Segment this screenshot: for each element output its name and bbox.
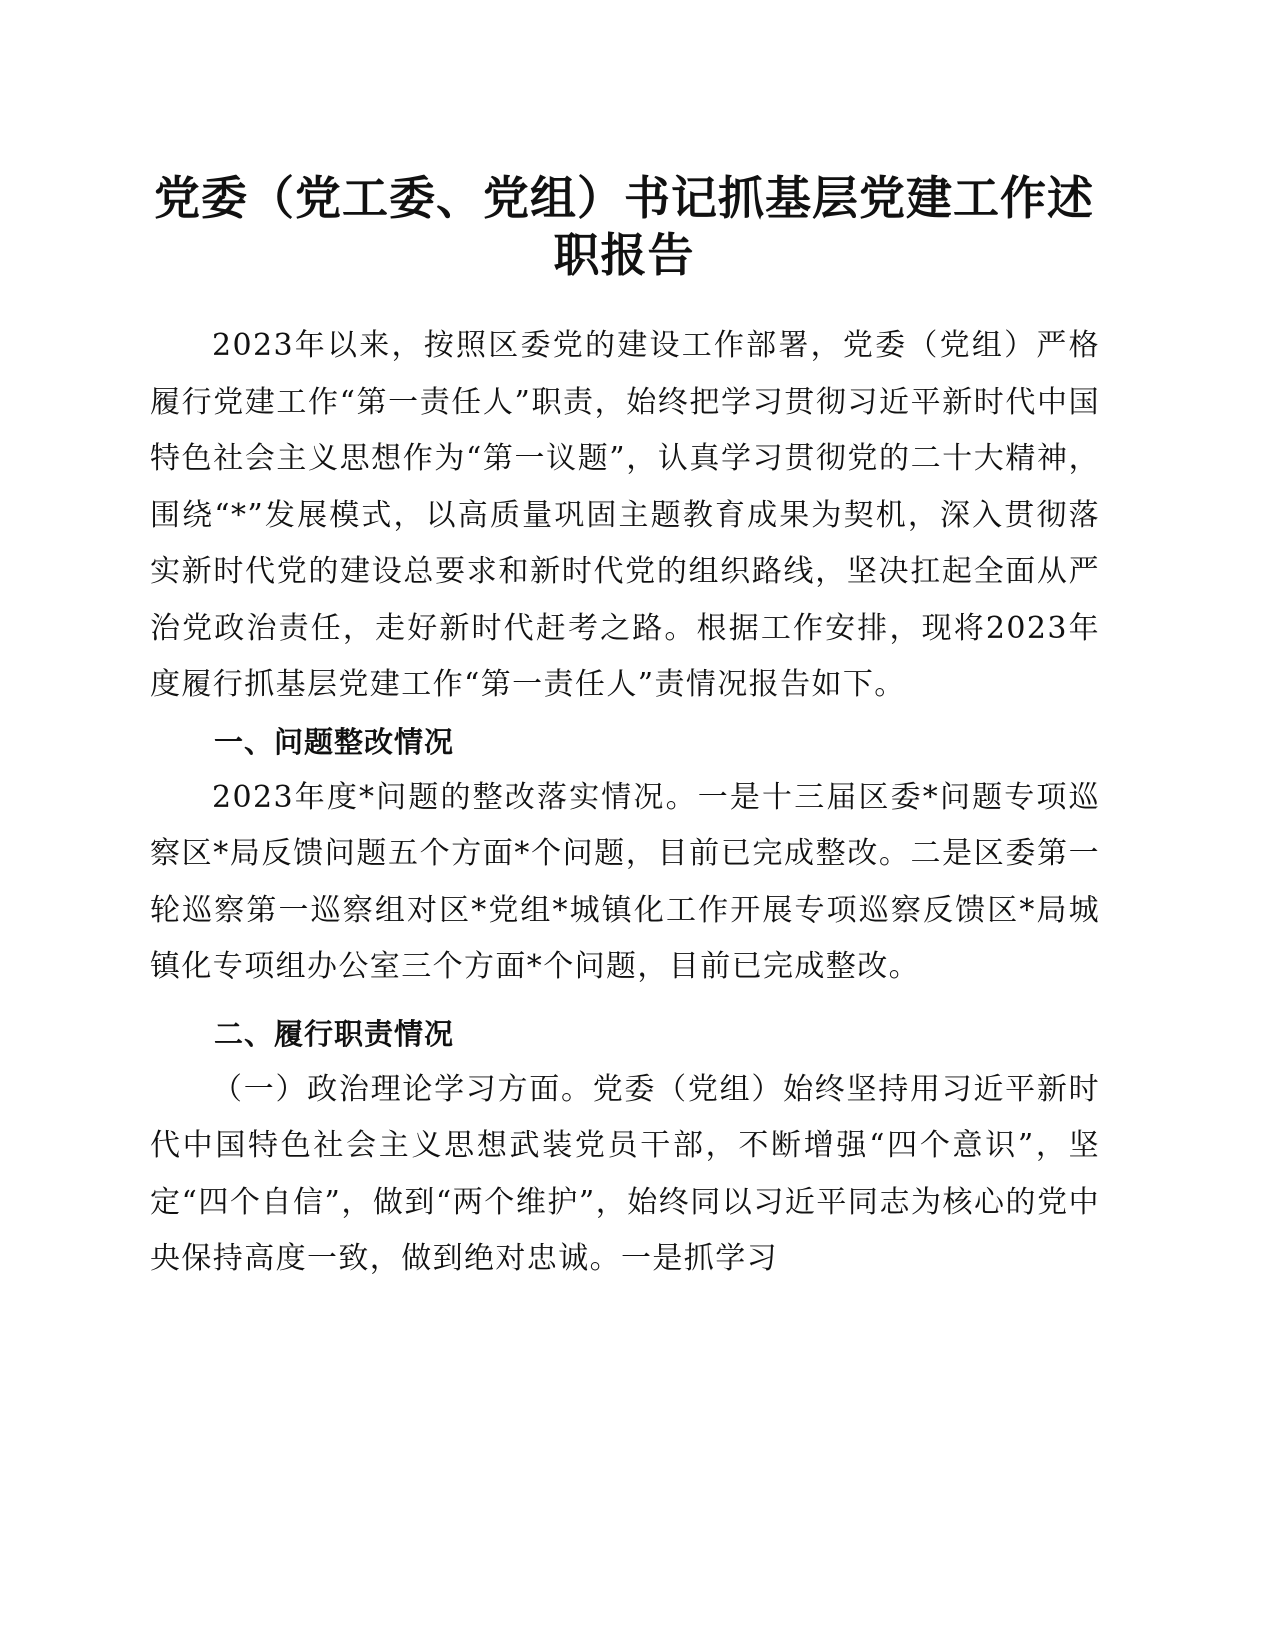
section-1-heading: 一、问题整改情况 bbox=[214, 724, 455, 759]
section-1-paragraph: 2023年度*问题的整改落实情况。一是十三届区委*问题专项巡察区*局反馈问题五个方面*个问题，目前已完成整改。二是区委第一轮巡察第一巡察组对区*党组*城镇化工作开展专项巡察反馈区*局城镇化专项组办公室三个方面*个问题，目前已完成整改。 bbox=[150, 779, 1100, 984]
title-line-1: 党委（党工委、党组）书记抓基层党建工作述 bbox=[154, 171, 1094, 225]
section-spacer bbox=[150, 996, 1100, 1006]
document-body bbox=[150, 318, 1100, 1288]
document-title bbox=[150, 170, 1098, 284]
title-line-2: 职报告 bbox=[553, 228, 695, 282]
intro-paragraph: 2023年以来，按照区委党的建设工作部署，党委（党组）严格履行党建工作“第一责任人”职责，始终把学习贯彻习近平新时代中国特色社会主义思想作为“第一议题”，认真学习贯彻党的二十大精神，围绕“*”发展模式，以高质量巩固主题教育成果为契机，深入贯彻落实新时代党的建设总要求和新时代党的组织路线，坚决扛起全面从严治党政治责任，走好新时代赶考之路。根据工作安排，现将2023年度履行抓基层党建工作“第一责任人”责情况报告如下。 bbox=[150, 328, 1100, 702]
section-2-heading: 二、履行职责情况 bbox=[214, 1016, 455, 1051]
section-2-paragraph: （一）政治理论学习方面。党委（党组）始终坚持用习近平新时代中国特色社会主义思想武装党员干部，不断增强“四个意识”，坚定“四个自信”，做到“两个维护”，始终同以习近平同志为核心的党中央保持高度一致，做到绝对忠诚。一是抓学习 bbox=[150, 1071, 1100, 1276]
